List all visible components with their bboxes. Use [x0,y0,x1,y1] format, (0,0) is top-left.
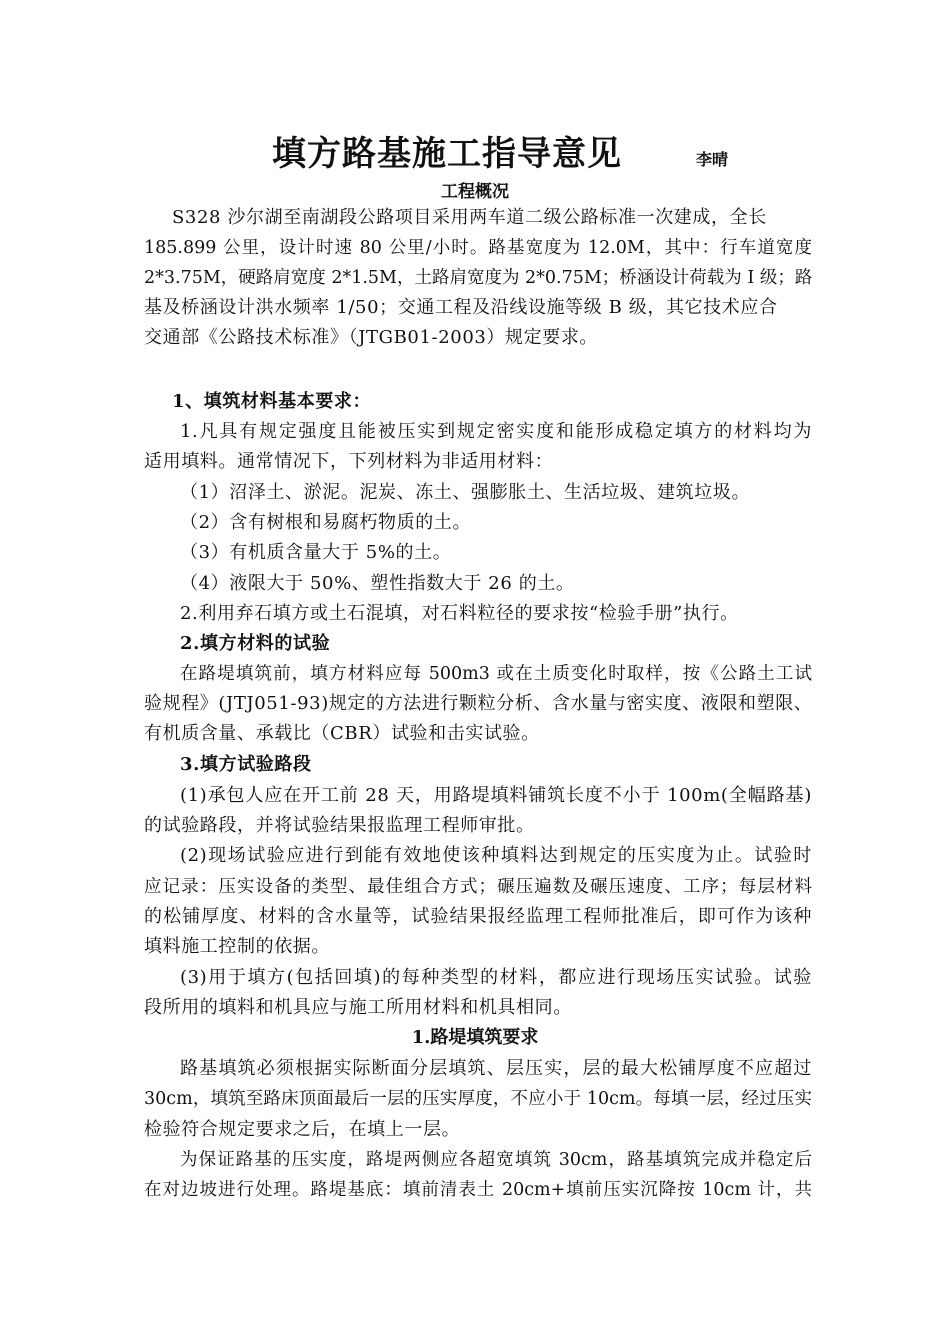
paragraph-line: 的试验路段，并将试验结果报监理工程师审批。 [144,815,535,836]
section-title-overview: 工程概况 [441,182,509,202]
paragraph-line: 有机质含量、承载比（CBR）试验和击实试验。 [144,723,540,744]
section-heading: 2.填方材料的试验 [180,633,331,654]
section-heading: 3.填方试验路段 [180,754,312,775]
paragraph-line: 检验符合规定要求之后，在填上一层。 [144,1119,461,1140]
list-item: （2）含有树根和易腐朽物质的土。 [180,512,472,533]
author-name: 李晴 [696,150,729,169]
paragraph-line: 应记录：压实设备的类型、最佳组合方式；碾压遍数及碾压速度、工序；每层材料 [144,877,812,897]
paragraph-line: 的松铺厚度、材料的含水量等，试验结果报经监理工程师批准后，即可作为该种 [144,906,812,927]
overview-line: 交通部《公路技术标准》（JTGB01-2003）规定要求。 [144,327,599,348]
paragraph-line: (2)现场试验应进行到能有效地使该种填料达到规定的压实度为止。试验时 [180,845,812,866]
list-item: （4）液限大于 50%、塑性指数大于 26 的土。 [180,573,575,594]
section-heading: 1.路堤填筑要求 [411,1027,539,1048]
paragraph-line: 为保证路基的压实度，路堤两侧应各超宽填筑 30cm，路基填筑完成并稳定后 [180,1150,812,1170]
paragraph-line: 适用填料。通常情况下，下列材料为非适用材料： [144,451,554,472]
overview-line: 185.899 公里，设计时速 80 公里/小时。路基宽度为 12.0M，其中：行车道宽度 [144,238,812,258]
list-item: （3）有机质含量大于 5%的土。 [180,542,452,563]
paragraph-line: 填料施工控制的依据。 [144,936,330,957]
overview-line: 2*3.75M，硬路肩宽度 2*1.5M，土路肩宽度为 2*0.75M；桥涵设计荷载为 I 级；路 [144,268,813,288]
paragraph-line: (3)用于填方(包括回填)的每种类型的材料，都应进行现场压实试验。试验 [180,967,812,988]
paragraph-line: 在路堤填筑前，填方材料应每 500m3 或在土质变化时取样，按《公路土工试 [180,664,812,684]
paragraph-line: 验规程》(JTJ051-93)规定的方法进行颗粒分析、含水量与密实度、液限和塑限、 [144,693,813,714]
paragraph-line: 在对边坡进行处理。路堤基底：填前清表土 20cm+填前压实沉降按 10cm 计，共 [144,1180,812,1200]
list-item: （1）沼泽土、淤泥。泥炭、冻土、强膨胀土、生活垃圾、建筑垃圾。 [180,482,751,503]
paragraph-line: (1)承包人应在开工前 28 天，用路堤填料铺筑长度不小于 100m(全幅路基) [180,785,812,806]
paragraph-line: 段所用的填料和机具应与施工所用材料和机具相同。 [144,997,572,1018]
paragraph-line: 1.凡具有规定强度且能被压实到规定密实度和能形成稳定填方的材料均为 [180,421,812,442]
overview-line: S328 沙尔湖至南湖段公路项目采用两车道二级公路标准一次建成，全长 [172,207,767,228]
paragraph-line: 2.利用弃石填方或土石混填，对石料粒径的要求按“检验手册”执行。 [180,603,739,624]
paragraph-line: 30cm，填筑至路床顶面最后一层的压实厚度，不应小于 10cm。每填一层，经过压实 [144,1089,812,1109]
overview-line: 基及桥涵设计洪水频率 1/50；交通工程及沿线设施等级 B 级，其它技术应合 [144,297,778,318]
section-heading: 1、填筑材料基本要求： [172,391,372,412]
document-title: 填方路基施工指导意见 [272,134,622,174]
paragraph-line: 路基填筑必须根据实际断面分层填筑、层压实，层的最大松铺厚度不应超过 [180,1058,812,1079]
